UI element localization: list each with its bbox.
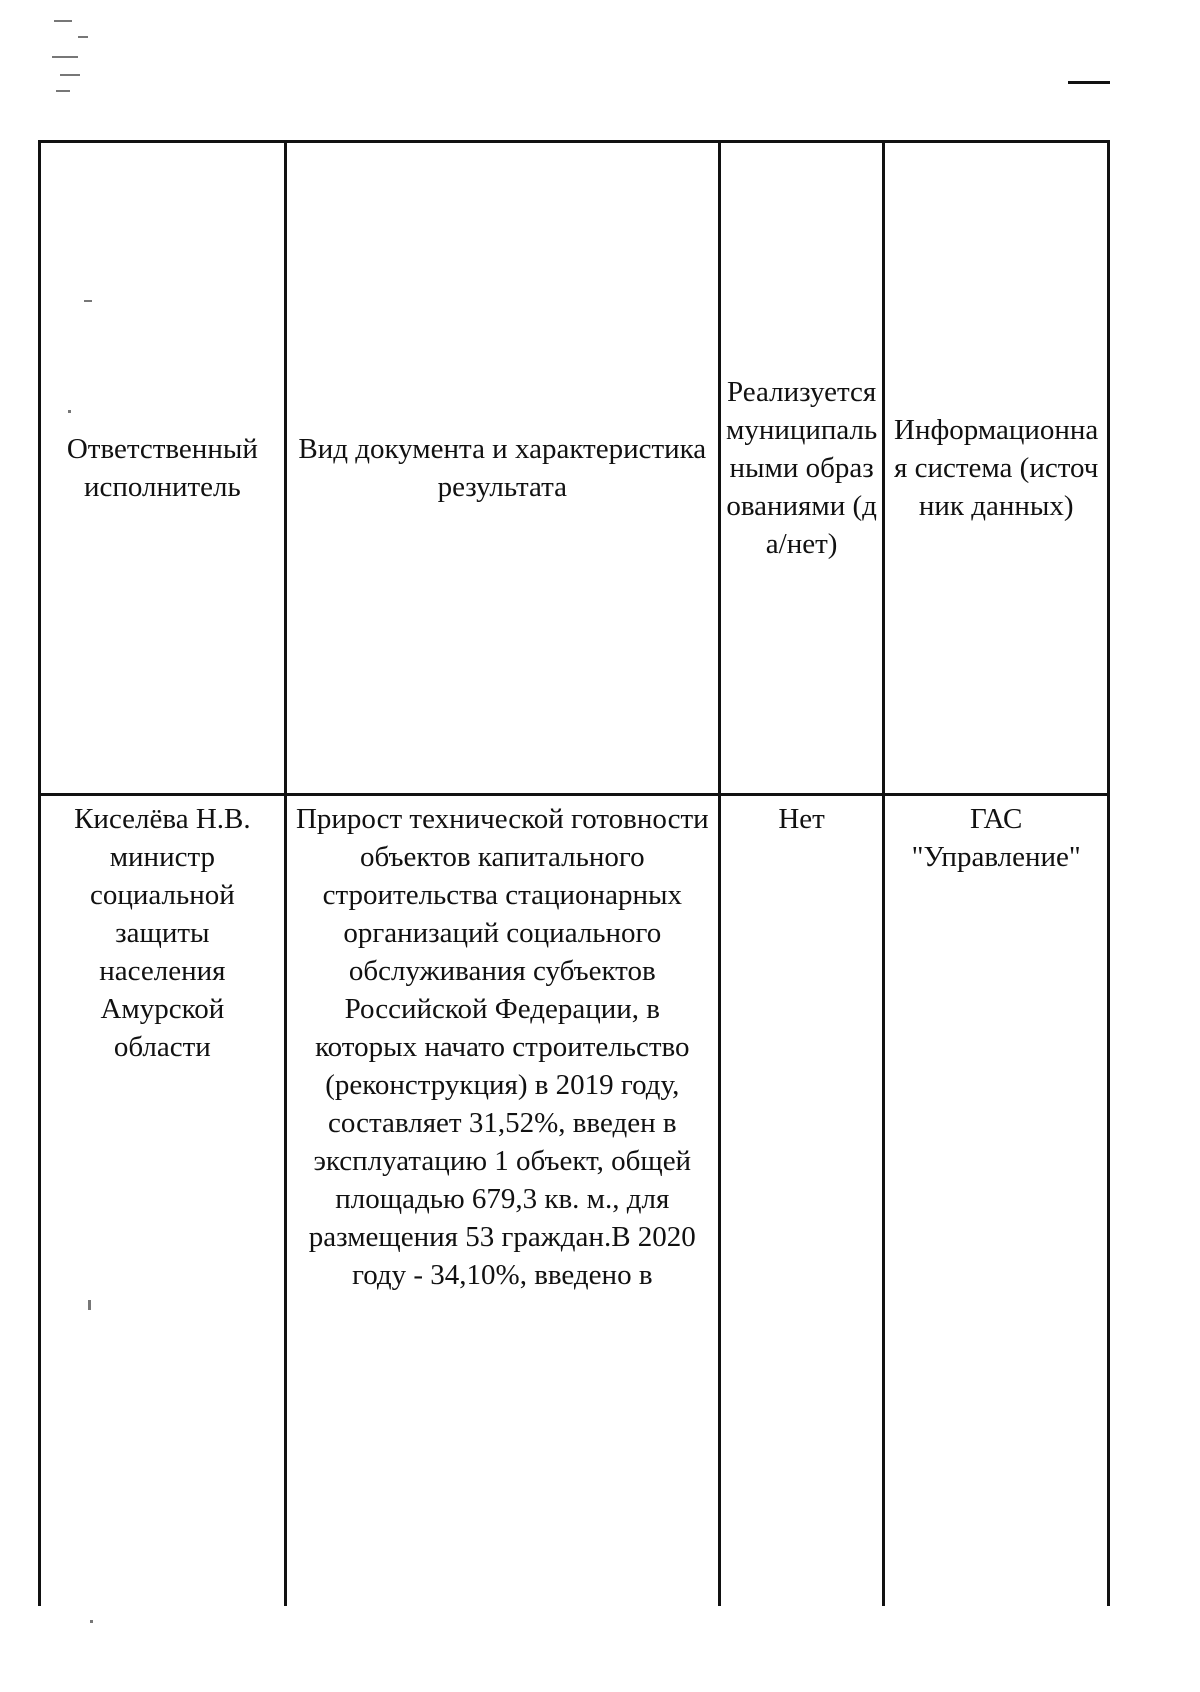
- cell-executor: Киселёва Н.В. министр социальной защиты населения Амурской области: [40, 795, 286, 1607]
- cell-info-system: ГАС "Управление": [884, 795, 1109, 1607]
- header-executor: Ответственный исполнитель: [40, 142, 286, 795]
- page-dash-mark: [1068, 81, 1110, 84]
- header-result: Вид документа и характеристика результата: [285, 142, 719, 795]
- document-table: [38, 140, 1110, 1606]
- table-row: [40, 795, 1109, 1607]
- header-municipal: Реализуется муниципальными образованиями (да/нет): [719, 142, 883, 795]
- header-info-system: Информационная система (источник данных): [884, 142, 1109, 795]
- table-header-row: [40, 142, 1109, 795]
- cell-municipal: Нет: [719, 795, 883, 1607]
- cell-result: Прирост технической готовности объектов капитального строительства стационарных организаций социального обслуживания субъектов Российской Федерации, в которых начато строительство (реконструкция) в 2019 году, составляет 31,52%, введен в эксплуатацию 1 объект, общей площадью 679,3 кв. м., для размещения 53 граждан.В 2020 году - 34,10%, введено в: [285, 795, 719, 1607]
